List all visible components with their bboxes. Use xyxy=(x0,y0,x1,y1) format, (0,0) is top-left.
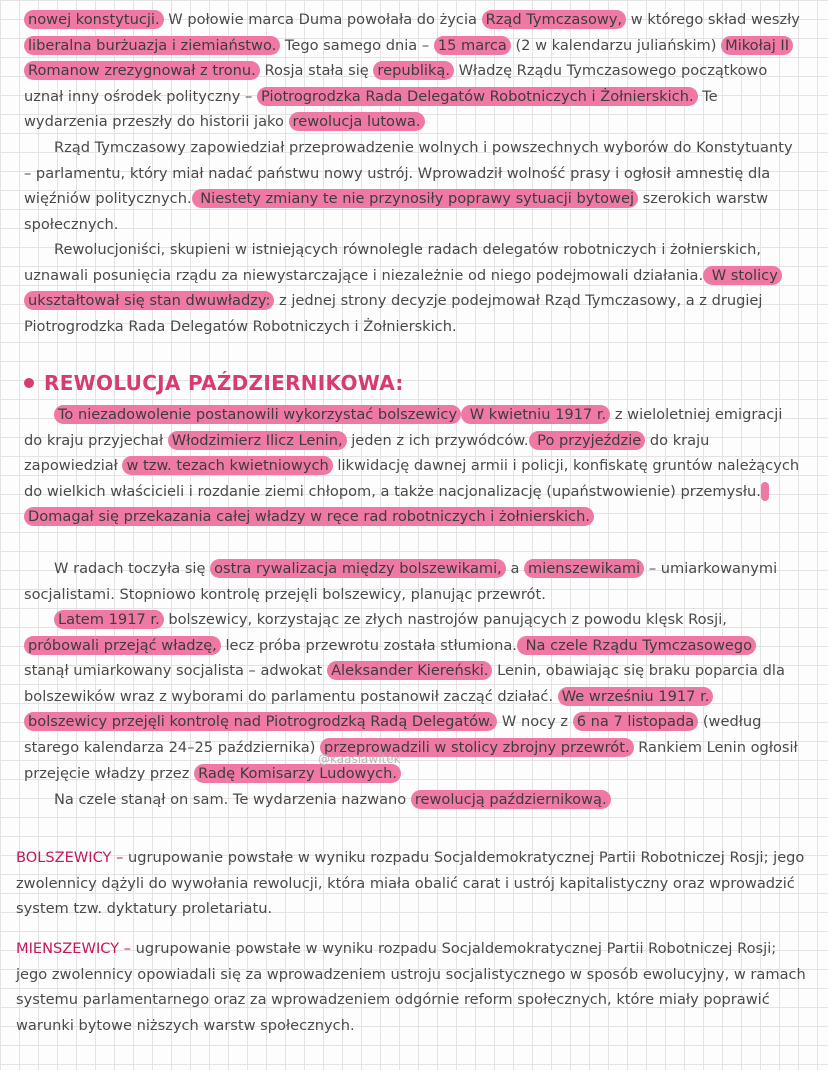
text: Rząd Tymczasowy zapowiedział przeprowadzenie wolnych i powszechnych wyborów do Konstytuanty – parlamentu, który miał nadać państwu nowy ustrój. Wprowadził wolność prasy i ogłosił amnestię dla więźniów politycznych. xyxy=(24,139,793,208)
text: Władzę Rządu Tymczasowego początkowo uznał inny ośrodek polityczny – xyxy=(24,62,768,105)
highlight: 6 na 7 listopada xyxy=(573,712,698,731)
definition-bolsheviks xyxy=(16,845,806,922)
heading-text: REWOLUCJA PAŹDZIERNIKOWA: xyxy=(44,371,404,395)
text: likwidację dawnej armii i policji, konfiskatę gruntów należących do wielkich właścicieli i rozdanie ziemi chłopom, a także nacjonalizację (upaństwowienie) przemysłu. xyxy=(24,457,800,500)
definition-text: ugrupowanie powstałe w wyniku rozpadu Socjaldemokratycznej Partii Robotniczej Rosji; jego zwolennicy opowiadali się za wprowadzeniem ustroju socjalistycznego w sposób ewolucyjny, w ramach systemu parlamentarnego oraz za wprowadzeniem odgórnie reform społecznych, które miały poprawić warunki bytowe niższych warstw społecznych. xyxy=(16,940,806,1034)
highlight: republiką. xyxy=(373,61,454,80)
highlight: nowej konstytucji. xyxy=(24,10,164,29)
bullet-icon xyxy=(24,378,34,388)
highlight: We wrześniu 1917 r. xyxy=(558,687,714,706)
text: w którego skład weszły xyxy=(626,11,800,28)
text: Rewolucjoniści, skupieni w istniejących równolegle radach delegatów robotniczych i żołnierskich, uznawali posunięcia rządu za niewystarczające i niezależnie od niego podejmowali działania. xyxy=(24,241,762,284)
highlight: przeprowadzili w stolicy zbrojny przewrót. xyxy=(320,738,634,757)
highlight: W stolicy ukształtował się stan dwuwładzy: xyxy=(24,266,782,311)
highlight: Aleksander Kiereński. xyxy=(327,661,492,680)
highlight: rewolucja lutowa. xyxy=(289,112,425,131)
text: jeden z ich przywódców. xyxy=(346,431,529,449)
paragraph-coup xyxy=(24,607,800,786)
highlight: próbowali przejąć władzę, xyxy=(24,636,221,655)
definition-text: ugrupowanie powstałe w wyniku rozpadu Socjaldemokratycznej Partii Robotniczej Rosji; jego zwolennicy dążyli do wywołania rewolucji, która miała obalić carat i ustrój kapitalistyczny oraz wprowadzić system tzw. dyktatury proletariatu. xyxy=(16,849,805,918)
text: a xyxy=(505,560,525,577)
highlight: Niestety zmiany te nie przynosiły poprawy sytuacji bytowej xyxy=(192,189,638,208)
definition-mensheviks xyxy=(16,936,806,1038)
paragraph-rivalry xyxy=(24,556,800,607)
text: stanął umiarkowany socjalista – adwokat xyxy=(24,662,328,680)
text: W połowie marca Duma powołała do życia xyxy=(163,11,482,28)
highlight: ostra rywalizacja między bolszewikami, xyxy=(210,559,506,578)
text: z wieloletniej emigracji do kraju przyjechał xyxy=(24,406,783,449)
highlight: Piotrogrodzka Rada Delegatów Robotniczych i Żołnierskich. xyxy=(257,87,698,106)
section-heading xyxy=(24,368,404,398)
highlight: Rząd Tymczasowy, xyxy=(482,10,627,29)
highlight: bolszewicy przejęli kontrolę nad Piotrogrodzką Radą Delegatów. xyxy=(24,712,497,731)
text: do kraju zapowiedział xyxy=(24,431,710,475)
text: szerokich warstw społecznych. xyxy=(24,190,769,233)
highlight: Latem 1917 r. xyxy=(54,610,164,629)
text: Lenin, obawiając się braku poparcia dla bolszewików wraz z wyborami do parlamentu postanowił zacząć działać. xyxy=(24,662,785,705)
paragraph-dual-power xyxy=(24,237,800,339)
text: Rankiem Lenin ogłosił przejęcie władzy przez xyxy=(24,738,798,782)
watermark: @kaasiawitek xyxy=(318,752,401,766)
highlight: Radę Komisarzy Ludowych. xyxy=(194,764,401,783)
text: lecz próba przewrotu została stłumiona. xyxy=(220,636,517,654)
highlight: liberalna burżuazja i ziemiaństwo. xyxy=(24,36,280,55)
text: W nocy z xyxy=(497,713,573,731)
text: Te wydarzenia przeszły do historii jako xyxy=(24,87,718,131)
highlight: W kwietniu 1917 r. xyxy=(461,405,610,424)
text: bolszewicy, korzystając ze złych nastrojów panujących z powodu klęsk Rosji, xyxy=(163,611,727,628)
paragraph-lenin xyxy=(24,402,800,530)
highlight: 15 marca xyxy=(434,36,511,55)
definition-term: BOLSZEWICY – xyxy=(16,849,124,866)
highlight: Na czele Rządu Tymczasowego xyxy=(517,636,756,655)
highlight: mienszewikami xyxy=(524,559,644,578)
text: z jednej strony decyzje podejmował Rząd Tymczasowy, a z drugiej Piotrogrodzka Rada Delegatów Robotniczych i Żołnierskich. xyxy=(24,292,763,335)
text: (2 w kalendarzu juliańskim) xyxy=(510,36,722,54)
text: Tego samego dnia – xyxy=(280,36,434,54)
highlight: To niezadowolenie postanowili wykorzystać bolszewicy xyxy=(54,405,461,424)
paragraph-february-revolution xyxy=(24,7,800,135)
highlight: rewolucją październikową. xyxy=(411,790,611,809)
text: (według starego kalendarza 24–25 października) xyxy=(24,713,762,756)
highlight: Domagał się przekazania całej władzy w ręce rad robotniczych i żołnierskich. xyxy=(24,482,769,527)
highlight: w tzw. tezach kwietniowych xyxy=(122,456,332,475)
paragraph-provisional-government xyxy=(24,135,800,237)
paragraph-october-revolution xyxy=(24,787,800,813)
text: Na czele stanął on sam. Te wydarzenia nazwano xyxy=(54,791,411,808)
text: W radach toczyła się xyxy=(54,560,211,577)
highlight: Po przyjeździe xyxy=(529,431,646,450)
text: – umiarkowanymi socjalistami. Stopniowo kontrolę przejęli bolszewicy, planując przewrót. xyxy=(24,560,778,603)
highlight: Włodzimierz Ilicz Lenin, xyxy=(168,431,347,450)
definition-term: MIENSZEWICY – xyxy=(16,940,132,957)
text: Rosja stała się xyxy=(259,62,374,80)
highlight: Mikołaj II Romanow zrezygnował z tronu. xyxy=(24,36,793,81)
